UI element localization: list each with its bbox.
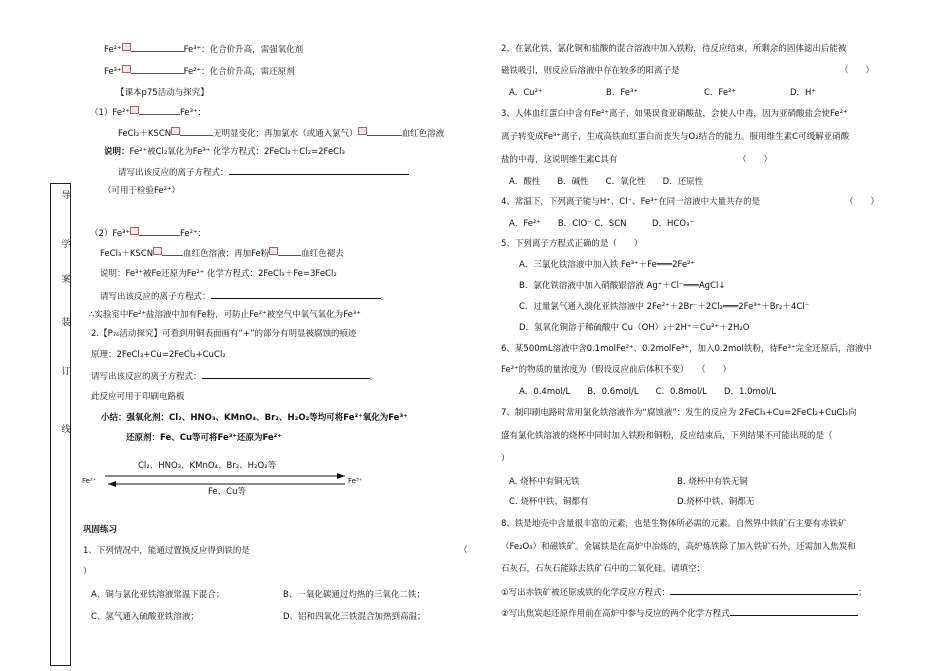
activity-2-title: 2.【P₇₆活动探究】可看到用铜表面画有“+”的部分有明显被腐蚀的痕迹 <box>91 329 357 339</box>
question-8-part-1: ①写出赤铁矿被还原成铁的化学反应方程式： ； <box>501 588 867 598</box>
question-1-option-a[interactable]: A、铜与氯化亚铁溶液常温下混合； <box>91 590 225 600</box>
pcb-note: 此反应可用于印刷电路板 <box>91 392 185 402</box>
reaction-arrow-icon <box>269 248 301 256</box>
question-1: 1、下列情况中，能通过置换反应得到铁的是 <box>83 546 250 556</box>
question-2-paren: （ ） <box>840 66 875 76</box>
textbook-activity-heading: 【课本p75活动与探究】 <box>116 88 209 98</box>
question-2-option-d[interactable]: D．H⁺ <box>790 88 816 98</box>
ionic-equation-prompt-3: 请写出该反应的离子方程式： 。 <box>91 372 379 382</box>
experiment-1-title: （1）Fe²⁺ Fe³⁺： <box>90 108 207 118</box>
question-8-part-2: ②写出焦炭起还原作用前在高炉中参与反应的两个化学方程式 <box>501 607 858 620</box>
conversion-line-1: Fe²⁺ Fe³⁺：化合价升高，需强氧化剂 <box>104 45 304 55</box>
question-7-option-a[interactable]: A. 烧杯中有铜无铁 <box>509 477 580 487</box>
ionic-equation-prompt-2: 请写出该反应的离子方程式： 。 <box>100 292 390 302</box>
answer-blank[interactable] <box>229 166 409 175</box>
question-6-line-2: Fe²⁺的物质的量浓度为（假设反应前后体积不变） （ ） <box>501 365 732 375</box>
question-2-option-b[interactable]: B．Fe³⁺ <box>606 88 638 98</box>
answer-blank[interactable] <box>202 370 370 379</box>
question-3-paren: （ ） <box>738 155 773 165</box>
question-2-option-c[interactable]: C．Fe²⁺ <box>704 88 736 98</box>
question-5-option-d[interactable]: D．氢氧化铜溶于稀硫酸中 Cu（OH）₂＋2H⁺＝Cu²⁺＋2H₂O <box>519 323 750 333</box>
question-7-option-b[interactable]: B. 烧杯中有铁无铜 <box>677 477 748 487</box>
reaction-arrow-icon <box>171 128 213 136</box>
binding-char: 案 <box>61 275 71 285</box>
question-6: 6、某500mL溶液中含0.1molFe²⁺、0.2molFe³⁺，加入0.2mol铁粉，待Fe³⁺完全还原后，溶液中 <box>501 344 872 354</box>
answer-blank[interactable] <box>730 607 858 616</box>
principle-equation: 原理：2FeCl₃+Cu=2FeCl₂+CuCl₂ <box>91 350 226 360</box>
question-8-line-2: （Fe₂O₃）和磁铁矿。金属铁是在高炉中冶炼的，高炉炼铁除了加入铁矿石外，还需加入焦炭和 <box>501 542 856 552</box>
experiment-2-procedure: FeCl₃＋KSCN 血红色溶液；再加Fe粉 血红色褪去 <box>100 249 344 259</box>
question-7-line-3: ） <box>501 454 510 464</box>
experiment-1-explanation: 说明：Fe²⁺被Cl₂氧化为Fe³⁺ 化学方程式：2FeCl₂＋Cl₂=2FeCl₃ <box>104 147 345 157</box>
diagram-reductants-label: Fe、Cu等 <box>208 487 246 497</box>
reaction-arrow-icon <box>153 248 183 256</box>
question-8: 8、铁是地壳中含量很丰富的元素，也是生物体所必需的元素。自然界中铁矿石主要有赤铁矿 <box>501 519 847 529</box>
question-7-option-d[interactable]: D.烧杯中铁、铜都无 <box>677 497 755 507</box>
diagram-fe3-label: Fe³⁺ <box>348 477 363 485</box>
detection-note: （可用于检验Fe²⁺） <box>103 186 181 196</box>
summary-reductants: 还原剂：Fe、Cu等可将Fe³⁺还原为Fe²⁺ <box>126 433 282 443</box>
binding-char: 导 <box>61 191 71 201</box>
conversion-arrow-icon <box>122 44 184 52</box>
binding-char: 学 <box>61 240 71 250</box>
binding-char: 订 <box>61 367 71 377</box>
experiment-2-title: （2）Fe³⁺ Fe²⁺： <box>90 229 207 239</box>
question-8-line-3: 石灰石，石灰石能除去铁矿石中的二氧化硅。请填空： <box>501 564 706 574</box>
question-5-option-b[interactable]: B．氯化铁溶液中加入硝酸银溶液 Ag⁺＋Cl⁻═══AgCl↓ <box>519 281 726 291</box>
ionic-equation-prompt-1: 请写出该反应的离子方程式： <box>118 166 409 179</box>
answer-blank[interactable] <box>211 290 381 299</box>
question-7: 7、制印刷电路时常用氯化铁溶液作为“腐蚀液”：发生的反应为 2FeCl₃+Cu=2FeCl₂+CuCl₂向 <box>501 408 857 418</box>
question-1-option-c[interactable]: C、氢气通入硫酸亚铁溶液； <box>91 612 199 622</box>
question-5-option-c[interactable]: C．过量氯气通入溴化亚铁溶液中 2Fe²⁺＋2Br⁻＋2Cl₂═══2Fe³⁺＋Br₂＋4Cl⁻ <box>519 302 810 312</box>
question-4-paren: （ ） <box>845 197 880 207</box>
conversion-arrow-icon <box>130 228 180 236</box>
experiment-1-procedure: FeCl₂＋KSCN 无明显变化；再加氯水（或通入氯气） 血红色溶液 <box>118 129 445 139</box>
question-1-option-b[interactable]: B、一氧化碳通过灼热的三氧化二铁； <box>283 590 425 600</box>
binding-char: 线 <box>61 425 71 435</box>
diagram-fe2-label: Fe²⁺ <box>82 477 97 485</box>
practice-heading: 巩固练习 <box>83 525 118 535</box>
question-2-line-2: 磁铁吸引，则反应后溶液中存在较多的阳离子是 <box>501 66 680 76</box>
question-7-option-c[interactable]: C. 烧杯中铁、铜都有 <box>509 497 589 507</box>
question-4: 4、常温下，下列离子能与H⁺、Cl⁻、Fe³⁺在同一溶液中大量共存的是 <box>501 197 761 207</box>
question-3-options[interactable]: A．酸性 B．碱性 C．氧化性 D．还原性 <box>509 177 704 187</box>
question-3-line-2: 离子转变成Fe³⁺离子，生成高铁血红蛋白而丧失与O₂结合的能力。服用维生素C可缓解亚硝酸 <box>501 132 850 142</box>
question-1-option-d[interactable]: D、铝和四氧化三铁混合加热到高温； <box>283 612 426 622</box>
question-2-option-a[interactable]: A．Cu²⁺ <box>509 88 543 98</box>
conversion-arrow-icon <box>130 107 180 115</box>
summary-oxidants: 小结：强氧化剂：Cl₂、HNO₃、KMnO₄、Br₂、H₂O₂等均可将Fe²⁺氧化为Fe³⁺ <box>101 413 408 423</box>
binding-char: 装 <box>61 318 71 328</box>
diagram-oxidants-label: Cl₂、HNO₃、KMnO₄、Br₂、H₂O₂等 <box>138 461 277 471</box>
experiment-2-explanation: 说明：Fe³⁺被Fe还原为Fe²⁺ 化学方程式：2FeCl₃＋Fe=3FeCl₂ <box>100 269 337 279</box>
answer-blank[interactable] <box>670 586 858 595</box>
conversion-arrow-icon <box>122 66 184 74</box>
question-5: 5、下列离子方程式正确的是（ ） <box>501 239 643 249</box>
question-6-options[interactable]: A．0.4mol/L B．0.6mol/L C．0.8mol/L D．1.0mol/L <box>519 387 776 397</box>
question-4-options[interactable]: A．Fe²⁺ B．ClO⁻ C．SCN D．HCO₃⁻ <box>509 219 694 229</box>
question-1-paren-close: ） <box>83 567 92 577</box>
question-7-line-2: 盛有氯化铁溶液的烧杯中同时加入铁粉和铜粉，反应结束后，下列结果不可能出现的是（ <box>501 431 833 441</box>
iron-powder-note: ∴实验室中Fe²⁺盐溶液中加有Fe粉，可防止Fe²⁺被空气中氧气氧化为Fe³⁺ <box>89 310 361 320</box>
question-3: 3、人体血红蛋白中含有Fe²⁺离子，如果误食亚硝酸盐，会使人中毒，因为亚硝酸盐会使Fe²⁺ <box>501 109 848 119</box>
question-3-line-3: 盐的中毒，这说明维生素C具有 <box>501 155 618 165</box>
reaction-arrow-icon <box>358 128 402 136</box>
question-5-option-a[interactable]: A．三氯化铁溶液中加入铁 Fe³⁺＋Fe═══2Fe²⁺ <box>519 260 696 270</box>
question-2: 2、在氯化铁、氯化铜和盐酸的混合溶液中加入铁粉，待反应结束，所剩余的固体滤出后能被 <box>501 44 847 54</box>
question-1-paren: （ <box>459 546 468 556</box>
conversion-line-2: Fe³⁺ Fe²⁺：化合价升高，需还原剂 <box>104 67 295 77</box>
